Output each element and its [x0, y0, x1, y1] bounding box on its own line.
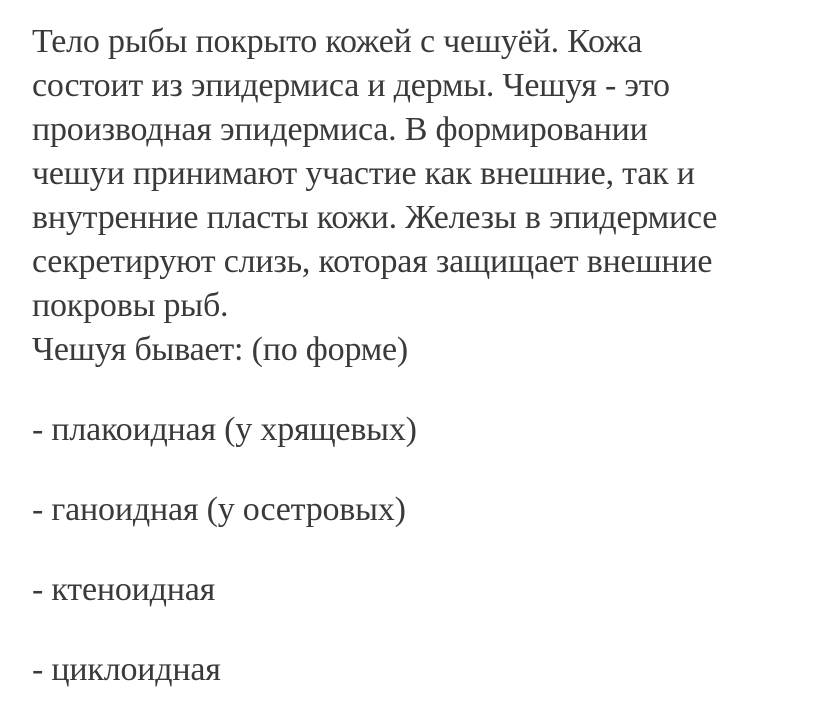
paragraph-line: покровы рыб. — [32, 287, 229, 324]
paragraph-line: чешуи принимают участие как внешние, так и — [32, 155, 695, 192]
list-item: - ганоидная (у осетровых) — [32, 491, 406, 528]
paragraph-line: внутренние пласты кожи. Железы в эпидермисе — [32, 199, 718, 236]
list-item: - ктеноидная — [32, 571, 216, 608]
scale-types-list — [32, 408, 812, 692]
paragraph-line: производная эпидермиса. В формировании — [32, 111, 648, 148]
paragraph-line: секретируют слизь, которая защищает внешние — [32, 243, 713, 280]
intro-paragraph — [32, 20, 812, 328]
list-item: - плакоидная (у хрящевых) — [32, 411, 417, 448]
paragraph-line: Тело рыбы покрыто кожей с чешуёй. Кожа — [32, 23, 643, 60]
paragraph-line: состоит из эпидермиса и дермы. Чешуя - это — [32, 67, 670, 104]
scales-heading: Чешуя бывает: (по форме) — [32, 331, 409, 368]
list-item: - циклоидная — [32, 651, 221, 688]
document-body — [32, 20, 812, 692]
